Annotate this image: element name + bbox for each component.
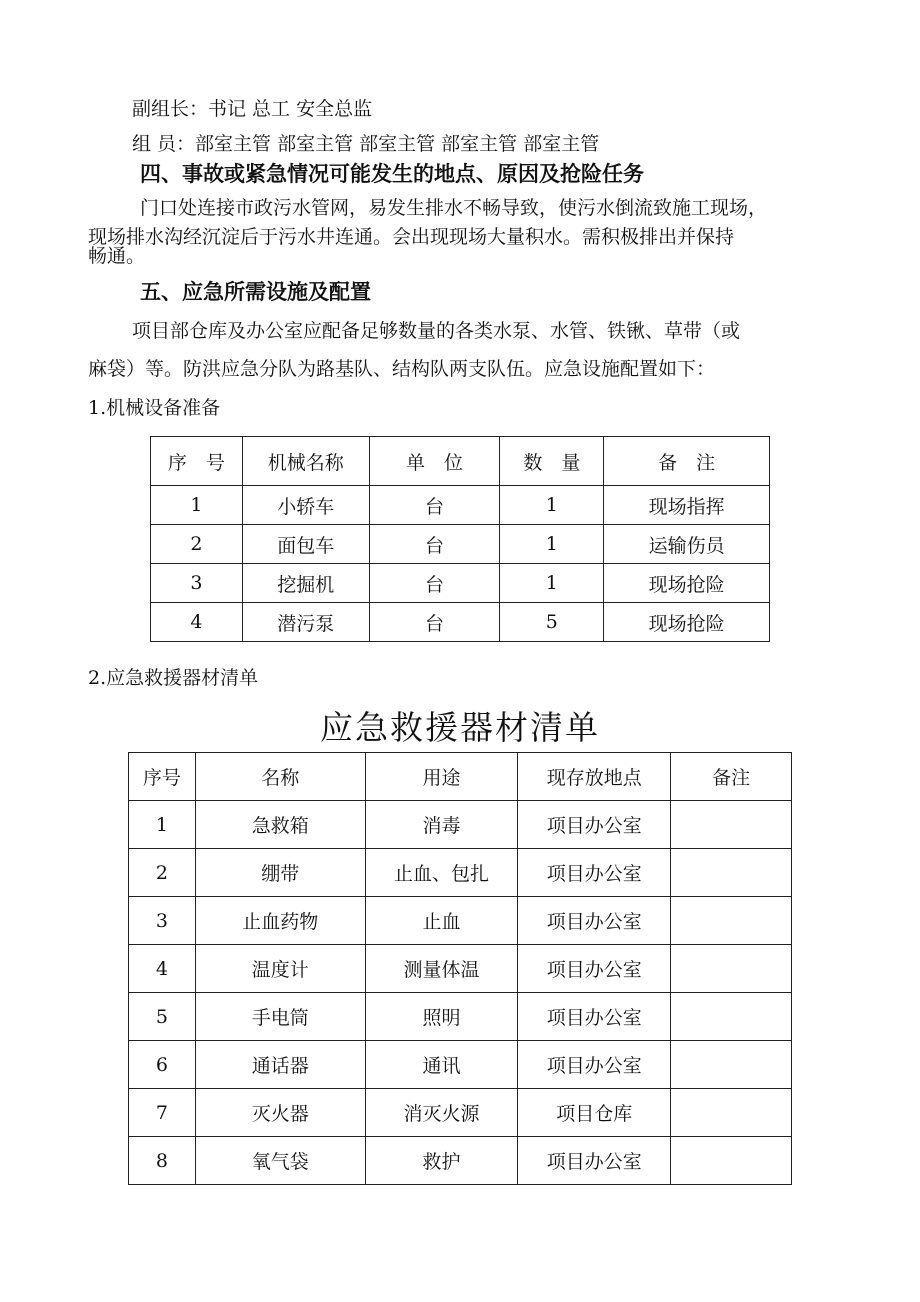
table-cell: 1	[500, 525, 604, 564]
table-cell: 现场指挥	[604, 486, 770, 525]
rescue-caption: 2.应急救援器材清单	[88, 667, 259, 689]
section-4-para-line-2: 现场排水沟经沉淀后于污水井连通。会出现现场大量积水。需积极排出并保持	[88, 226, 735, 248]
table-cell: 3	[151, 564, 243, 603]
table-cell: 6	[129, 1041, 196, 1089]
table-cell: 项目仓库	[518, 1089, 671, 1137]
rescue-equipment-table	[128, 752, 792, 1185]
table-cell: 3	[129, 897, 196, 945]
deputy-leader-line: 副组长：书记 总工 安全总监	[132, 98, 373, 120]
table-cell: 项目办公室	[518, 897, 671, 945]
table-cell	[671, 1089, 792, 1137]
section-5-heading: 五、应急所需设施及配置	[140, 280, 371, 304]
table-cell: 救护	[365, 1137, 518, 1185]
table-row	[129, 1089, 792, 1137]
table-row	[129, 1041, 792, 1089]
equipment-header-row	[151, 437, 770, 486]
table-cell: 潜污泵	[242, 603, 369, 642]
table-cell: 消灭火源	[365, 1089, 518, 1137]
table-cell: 1	[500, 486, 604, 525]
table-cell: 8	[129, 1137, 196, 1185]
table-cell: 止血药物	[195, 897, 365, 945]
table-row	[129, 849, 792, 897]
table-cell: 面包车	[242, 525, 369, 564]
table-cell: 急救箱	[195, 801, 365, 849]
table-cell: 绷带	[195, 849, 365, 897]
table-cell: 项目办公室	[518, 801, 671, 849]
table-cell: 4	[129, 945, 196, 993]
table-cell: 台	[369, 603, 500, 642]
rescue-header-cell: 用途	[365, 753, 518, 801]
table-cell: 小轿车	[242, 486, 369, 525]
table-cell: 通话器	[195, 1041, 365, 1089]
table-cell: 温度计	[195, 945, 365, 993]
table-cell: 项目办公室	[518, 849, 671, 897]
table-cell	[671, 801, 792, 849]
table-cell: 挖掘机	[242, 564, 369, 603]
section-4-para-line-3: 畅通。	[88, 245, 146, 267]
table-cell: 1	[129, 801, 196, 849]
equipment-header-cell: 序 号	[151, 437, 243, 486]
table-cell: 台	[369, 525, 500, 564]
table-cell: 5	[129, 993, 196, 1041]
table-cell: 手电筒	[195, 993, 365, 1041]
table-cell: 1	[500, 564, 604, 603]
equipment-table	[150, 436, 770, 642]
rescue-header-cell: 名称	[195, 753, 365, 801]
table-cell: 通讯	[365, 1041, 518, 1089]
table-cell: 止血	[365, 897, 518, 945]
table-cell	[671, 897, 792, 945]
table-cell: 1	[151, 486, 243, 525]
table-cell: 测量体温	[365, 945, 518, 993]
table-row	[129, 1137, 792, 1185]
section-5-para-line-2: 麻袋）等。防洪应急分队为路基队、结构队两支队伍。应急设施配置如下：	[88, 358, 716, 380]
table-cell: 项目办公室	[518, 993, 671, 1041]
equipment-header-cell: 备 注	[604, 437, 770, 486]
table-cell	[671, 1041, 792, 1089]
members-line: 组 员：部室主管 部室主管 部室主管 部室主管 部室主管	[132, 133, 600, 155]
table-row	[129, 897, 792, 945]
table-row	[151, 564, 770, 603]
table-cell: 项目办公室	[518, 1041, 671, 1089]
table-cell: 台	[369, 564, 500, 603]
table-cell: 台	[369, 486, 500, 525]
rescue-header-cell: 备注	[671, 753, 792, 801]
section-4-heading: 四、事故或紧急情况可能发生的地点、原因及抢险任务	[140, 162, 644, 186]
rescue-header-cell: 现存放地点	[518, 753, 671, 801]
equipment-header-cell: 单 位	[369, 437, 500, 486]
rescue-header-cell: 序号	[129, 753, 196, 801]
table-row	[151, 603, 770, 642]
table-row	[129, 801, 792, 849]
table-row	[129, 993, 792, 1041]
table-row	[151, 486, 770, 525]
table-cell	[671, 993, 792, 1041]
section-5-para-line-1: 项目部仓库及办公室应配备足够数量的各类水泵、水管、铁锹、草带（或	[132, 320, 741, 342]
table-row	[129, 945, 792, 993]
table-cell: 氧气袋	[195, 1137, 365, 1185]
table-row	[151, 525, 770, 564]
table-cell: 灭火器	[195, 1089, 365, 1137]
rescue-table-title: 应急救援器材清单	[320, 708, 600, 747]
table-cell	[671, 1137, 792, 1185]
equipment-caption: 1.机械设备准备	[88, 397, 221, 419]
table-cell: 运输伤员	[604, 525, 770, 564]
equipment-header-cell: 数 量	[500, 437, 604, 486]
table-cell	[671, 849, 792, 897]
table-cell: 止血、包扎	[365, 849, 518, 897]
rescue-header-row	[129, 753, 792, 801]
table-cell: 2	[151, 525, 243, 564]
table-cell: 现场抢险	[604, 564, 770, 603]
table-cell: 现场抢险	[604, 603, 770, 642]
table-cell: 2	[129, 849, 196, 897]
table-cell: 项目办公室	[518, 945, 671, 993]
table-cell: 7	[129, 1089, 196, 1137]
table-cell: 5	[500, 603, 604, 642]
table-cell: 消毒	[365, 801, 518, 849]
table-cell: 项目办公室	[518, 1137, 671, 1185]
section-4-para-line-1: 门口处连接市政污水管网，易发生排水不畅导致，使污水倒流致施工现场，	[140, 197, 768, 219]
equipment-header-cell: 机械名称	[242, 437, 369, 486]
table-cell	[671, 945, 792, 993]
table-cell: 4	[151, 603, 243, 642]
table-cell: 照明	[365, 993, 518, 1041]
